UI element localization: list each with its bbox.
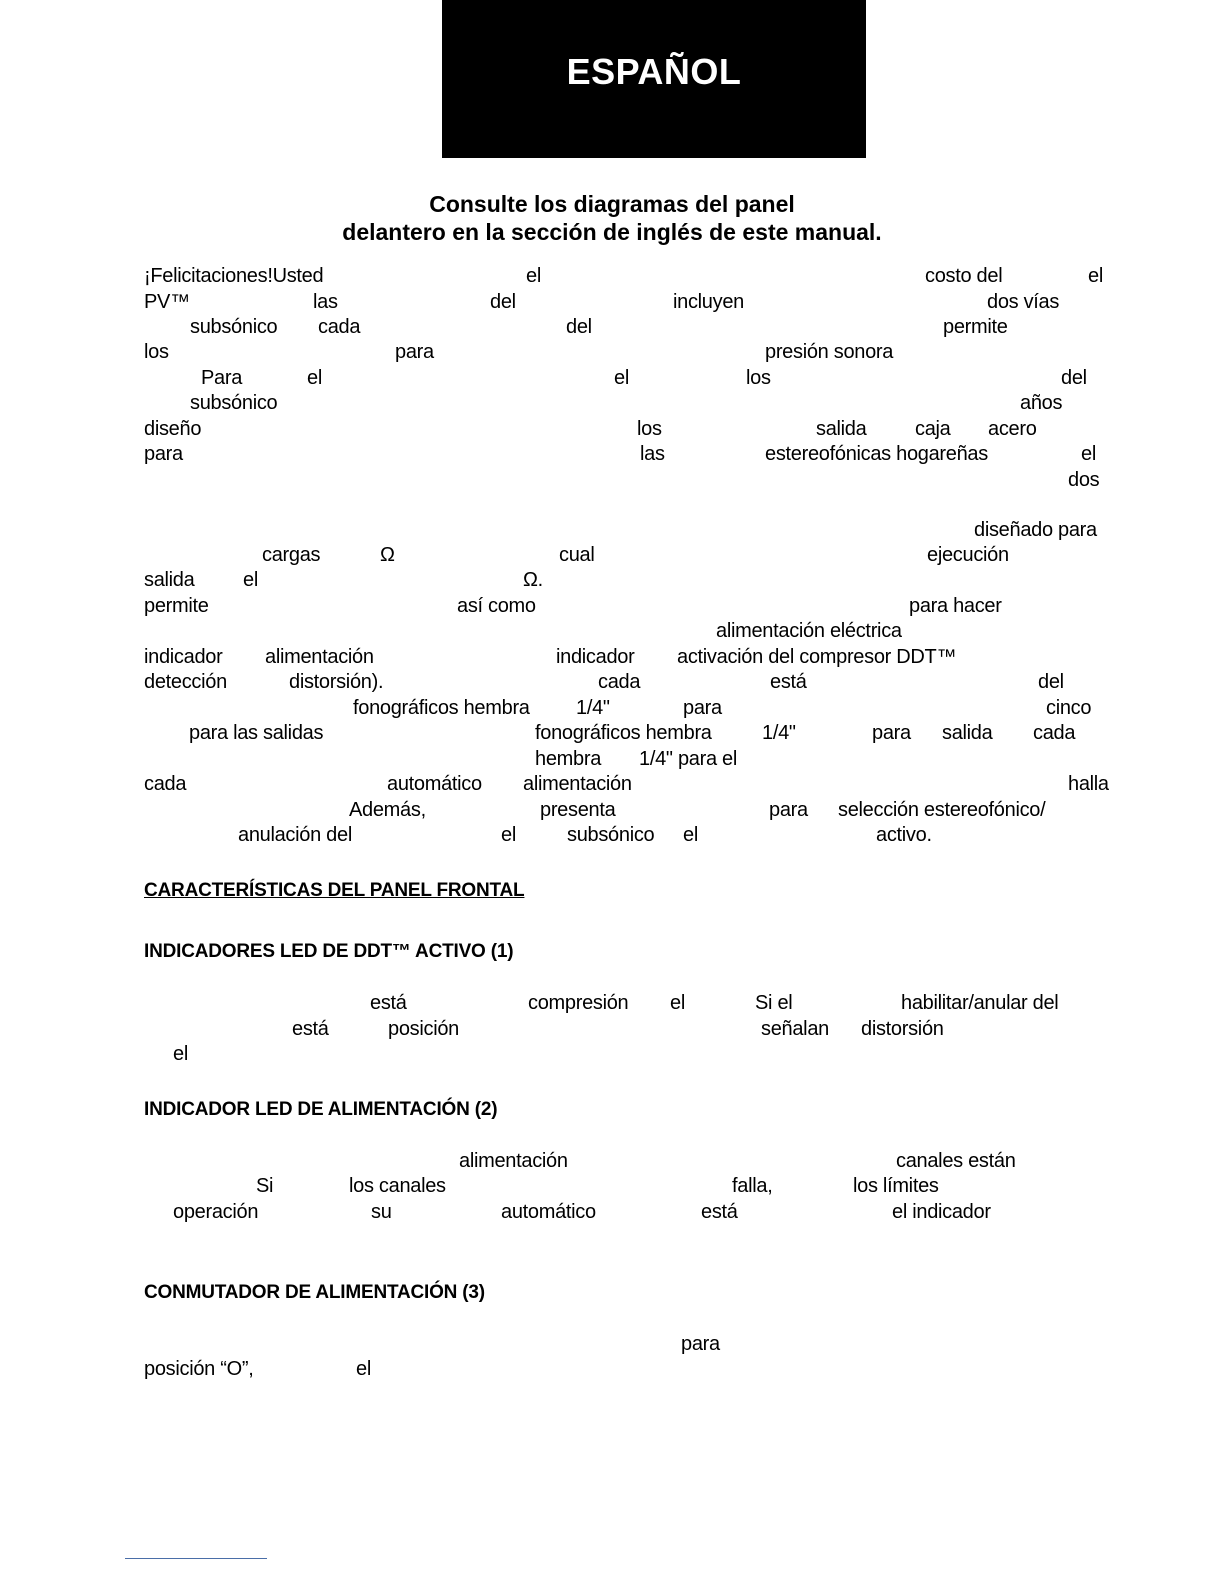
power-led-word: canales están xyxy=(896,1150,1016,1172)
intro-word: los xyxy=(144,341,169,363)
specs-word: hembra xyxy=(535,748,602,770)
specs-word: el xyxy=(501,824,516,846)
subtitle-line-2: delantero en la sección de inglés de este manual. xyxy=(342,219,882,245)
intro-word: caja xyxy=(915,418,951,440)
specs-word: así como xyxy=(457,595,536,617)
specs-word: automático xyxy=(387,773,482,795)
page-subtitle xyxy=(0,190,1224,246)
intro-word: del xyxy=(1061,367,1087,389)
ddt-word: señalan xyxy=(761,1018,829,1040)
specs-word: cinco xyxy=(1046,697,1092,719)
power-switch-word: posición “O”, xyxy=(144,1358,254,1380)
intro-word: las xyxy=(313,291,338,313)
intro-word: Para xyxy=(201,367,243,389)
specs-word: alimentación xyxy=(523,773,632,795)
power-led-word: está xyxy=(701,1201,738,1223)
intro-word: las xyxy=(640,443,665,465)
specs-word: diseñado para xyxy=(974,519,1097,541)
intro-word: los xyxy=(746,367,771,389)
specs-word: 1/4" xyxy=(576,697,610,719)
intro-word: acero xyxy=(988,418,1037,440)
specs-word: salida xyxy=(942,722,993,744)
specs-word: selección estereofónico/ xyxy=(838,799,1046,821)
specs-word: subsónico xyxy=(567,824,655,846)
footer-rule xyxy=(125,1558,267,1559)
intro-word: años xyxy=(1020,392,1063,414)
power-led-word: operación xyxy=(173,1201,259,1223)
power-led-word: el indicador xyxy=(892,1201,991,1223)
intro-word: dos vías xyxy=(987,291,1060,313)
intro-word: el xyxy=(1088,265,1103,287)
specs-word: detección xyxy=(144,671,227,693)
specs-word: para hacer xyxy=(909,595,1002,617)
specs-word: distorsión). xyxy=(289,671,384,693)
power-led-word: automático xyxy=(501,1201,596,1223)
intro-word: el xyxy=(526,265,541,287)
specs-word: fonográficos hembra xyxy=(535,722,712,744)
power-led-word: los límites xyxy=(853,1175,939,1197)
specs-word: indicador xyxy=(144,646,223,668)
power-led-word: los canales xyxy=(349,1175,446,1197)
specs-word: anulación del xyxy=(238,824,352,846)
specs-word: para las salidas xyxy=(189,722,324,744)
ddt-word: el xyxy=(670,992,685,1014)
intro-word: el xyxy=(307,367,322,389)
specs-word: Ω xyxy=(380,544,395,566)
power-led-word: falla, xyxy=(732,1175,773,1197)
intro-word: los xyxy=(637,418,662,440)
intro-word: PV™ xyxy=(144,291,190,313)
specs-word: 1/4" xyxy=(762,722,796,744)
specs-word: Además, xyxy=(349,799,426,821)
intro-word: incluyen xyxy=(673,291,744,313)
heading-power-switch: CONMUTADOR DE ALIMENTACIÓN (3) xyxy=(144,1282,485,1303)
specs-word: Ω. xyxy=(523,569,543,591)
specs-word: activo. xyxy=(876,824,932,846)
specs-word: cargas xyxy=(262,544,321,566)
intro-word: cada xyxy=(318,316,361,338)
specs-word: halla xyxy=(1068,773,1109,795)
specs-word: 1/4" para el xyxy=(639,748,738,770)
power-led-word: Si xyxy=(256,1175,274,1197)
power-led-word: alimentación xyxy=(459,1150,568,1172)
specs-word: indicador xyxy=(556,646,635,668)
specs-word: cada xyxy=(598,671,641,693)
intro-word: del xyxy=(490,291,516,313)
specs-word: presenta xyxy=(540,799,616,821)
ddt-word: distorsión xyxy=(861,1018,944,1040)
specs-word: cada xyxy=(1033,722,1076,744)
intro-word: del xyxy=(566,316,592,338)
ddt-word: está xyxy=(370,992,407,1014)
ddt-word: Si el xyxy=(755,992,793,1014)
specs-word: salida xyxy=(144,569,195,591)
heading-power-led: INDICADOR LED DE ALIMENTACIÓN (2) xyxy=(144,1099,498,1120)
intro-word: subsónico xyxy=(190,316,278,338)
ddt-word: habilitar/anular del xyxy=(901,992,1059,1014)
power-switch-word: el xyxy=(356,1358,371,1380)
specs-word: está xyxy=(770,671,807,693)
specs-word: el xyxy=(683,824,698,846)
specs-word: alimentación eléctrica xyxy=(716,620,902,642)
subtitle-line-1: Consulte los diagramas del panel xyxy=(429,191,795,217)
intro-word: diseño xyxy=(144,418,202,440)
specs-word: para xyxy=(683,697,722,719)
power-led-word: su xyxy=(371,1201,392,1223)
ddt-word: está xyxy=(292,1018,329,1040)
specs-word: alimentación xyxy=(265,646,374,668)
specs-word: cada xyxy=(144,773,187,795)
intro-word: permite xyxy=(943,316,1008,338)
ddt-word: posición xyxy=(388,1018,459,1040)
heading-ddt-led: INDICADORES LED DE DDT™ ACTIVO (1) xyxy=(144,941,514,962)
intro-word: para xyxy=(144,443,183,465)
intro-word: salida xyxy=(816,418,867,440)
ddt-word: compresión xyxy=(528,992,629,1014)
specs-word: fonográficos hembra xyxy=(353,697,530,719)
power-switch-word: para xyxy=(681,1333,720,1355)
specs-word: el xyxy=(243,569,258,591)
intro-word: presión sonora xyxy=(765,341,894,363)
intro-word: para xyxy=(395,341,434,363)
specs-word: cual xyxy=(559,544,595,566)
section-heading-front-panel: CARACTERÍSTICAS DEL PANEL FRONTAL xyxy=(144,880,525,901)
specs-word: para xyxy=(872,722,911,744)
specs-word: activación del compresor DDT™ xyxy=(677,646,957,668)
banner-title: ESPAÑOL xyxy=(566,51,742,92)
specs-word: ejecución xyxy=(927,544,1009,566)
intro-word: costo del xyxy=(925,265,1003,287)
specs-word: permite xyxy=(144,595,209,617)
intro-word: estereofónicas hogareñas xyxy=(765,443,988,465)
intro-word: el xyxy=(1081,443,1096,465)
intro-word: subsónico xyxy=(190,392,278,414)
intro-word: dos xyxy=(1068,469,1100,491)
language-banner xyxy=(442,0,866,158)
intro-word: el xyxy=(614,367,629,389)
intro-word: ¡Felicitaciones!Usted xyxy=(144,265,324,287)
specs-word: del xyxy=(1038,671,1064,693)
ddt-word: el xyxy=(173,1043,188,1065)
specs-word: para xyxy=(769,799,808,821)
